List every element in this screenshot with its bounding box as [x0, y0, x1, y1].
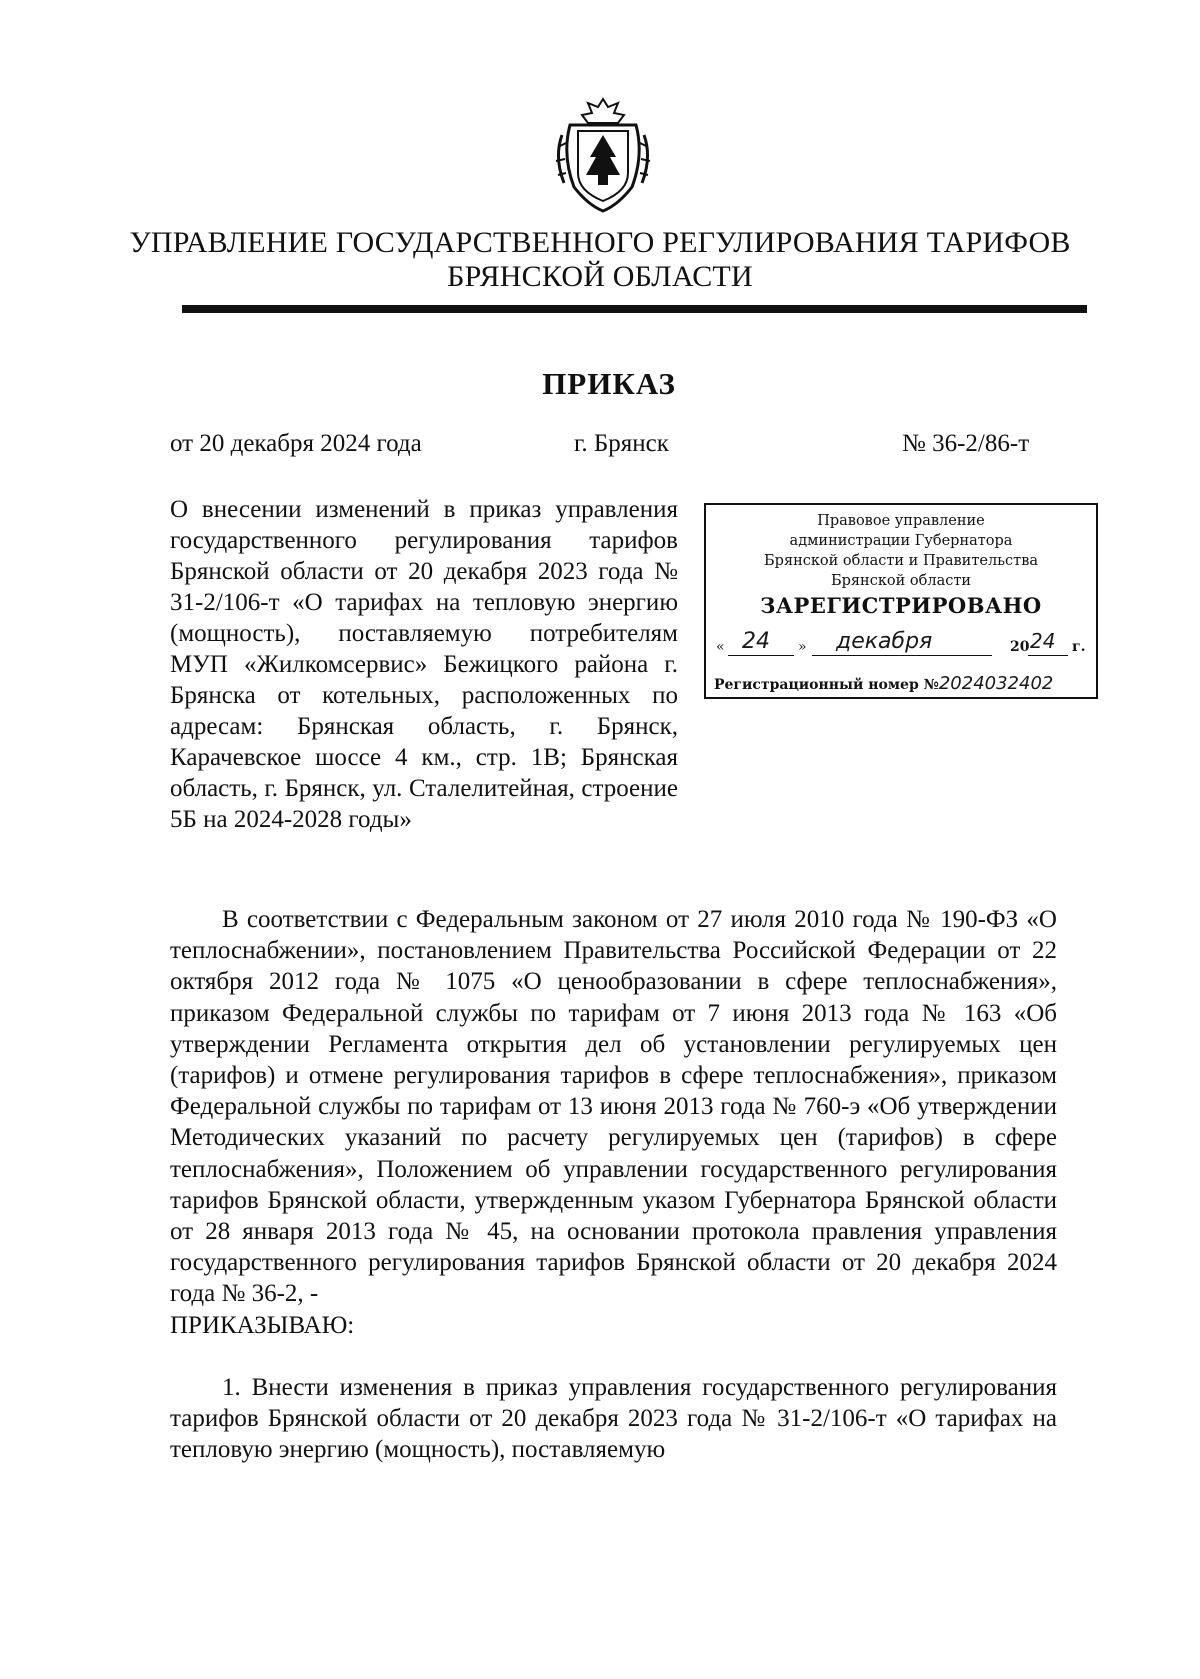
- body-item-1: 1. Внести изменения в приказ управления государственного регулирования тарифов Брянской области от 20 декабря 2023 года № 31-2/106-т «О тарифах на тепловую энергию (мощность), поставляемую: [170, 1373, 1057, 1464]
- organization-title: [120, 226, 1080, 294]
- stamp-org-line1: Правовое управление: [817, 513, 985, 529]
- document-body: [170, 904, 1057, 1465]
- body-preamble: В соответствии с Федеральным законом от 27 июля 2010 года № 190-ФЗ «О теплоснабжении», постановлением Правительства Российской Федерации от 22 октября 2012 года № 1075 «О ценообразовании в сфере теплоснабжения», приказом Федеральной службы по тарифам от 7 июня 2013 года № 163 «Об утверждении Регламента открытия дел об установлении регулируемых цен (тарифов) и отмене регулирования тарифов в сфере теплоснабжения», приказом Федеральной службы по тарифам от 13 июня 2013 года № 760-э «Об утверждении Методических указаний по расчету регулируемых цен (тарифов) в сфере теплоснабжения», Положением об управлении государственного регулирования тарифов Брянской области, утвержденным указом Губернатора Брянской области от 28 января 2013 года № 45, на основании протокола правления управления государственного регулирования тарифов Брянской области от 20 декабря 2024 года № 36-2, -: [170, 906, 1057, 1308]
- registration-stamp: [704, 503, 1098, 699]
- stamp-year-prefix: 20: [1010, 639, 1030, 655]
- stamp-org-line3: Брянской области и Правительства: [764, 553, 1038, 569]
- stamp-org-line2: администрации Губернатора: [789, 533, 1013, 549]
- stamp-quote-open: «: [716, 639, 725, 655]
- stamp-registered-label: ЗАРЕГИСТРИРОВАНО: [760, 593, 1042, 618]
- stamp-month-line: [812, 655, 992, 656]
- document-subject: О внесении изменений в приказ управления государственного регулирования тарифов Брянской области от 20 декабря 2023 года № 31-2/106-т «О тарифах на тепловую энергию (мощность), поставляемую потребителям МУП «Жилкомсервис» Бежицкого района г. Брянска от котельных, расположенных по адресам: Брянская область, г. Брянск, Карачевское шоссе 4 км., стр. 1В; Брянская область, г. Брянск, ул. Сталелитейная, строение 5Б на 2024-2028 годы»: [170, 496, 678, 833]
- organization-title-line2: БРЯНСКОЙ ОБЛАСТИ: [447, 260, 753, 293]
- stamp-date-row: [714, 629, 1092, 663]
- stamp-year-mark: г.: [1072, 639, 1086, 655]
- stamp-organization: [706, 511, 1096, 591]
- document-type: ПРИКАЗ: [542, 366, 676, 401]
- stamp-year-line: [1028, 655, 1068, 656]
- stamp-registration-number-row: [714, 673, 1094, 694]
- stamp-org-line4: Брянской области: [830, 573, 972, 589]
- header-divider: [182, 305, 1087, 313]
- coat-of-arms-icon: [548, 95, 658, 215]
- organization-title-line1: УПРАВЛЕНИЕ ГОСУДАРСТВЕННОГО РЕГУЛИРОВАНИЯ ТАРИФОВ: [129, 226, 1071, 259]
- stamp-month: декабря: [836, 629, 933, 654]
- document-number: № 36-2/86-т: [902, 430, 1030, 457]
- document-city: г. Брянск: [574, 430, 669, 457]
- stamp-day-line: [728, 655, 794, 656]
- stamp-quote-close: »: [798, 639, 807, 655]
- document-date: от 20 декабря 2024 года: [170, 430, 422, 457]
- stamp-day: 24: [742, 629, 770, 654]
- stamp-reg-number: 2024032402: [938, 673, 1054, 694]
- stamp-reg-label: Регистрационный номер №: [714, 677, 939, 693]
- stamp-year-suffix: 24: [1030, 629, 1056, 653]
- order-word: ПРИКАЗЫВАЮ:: [170, 1311, 355, 1339]
